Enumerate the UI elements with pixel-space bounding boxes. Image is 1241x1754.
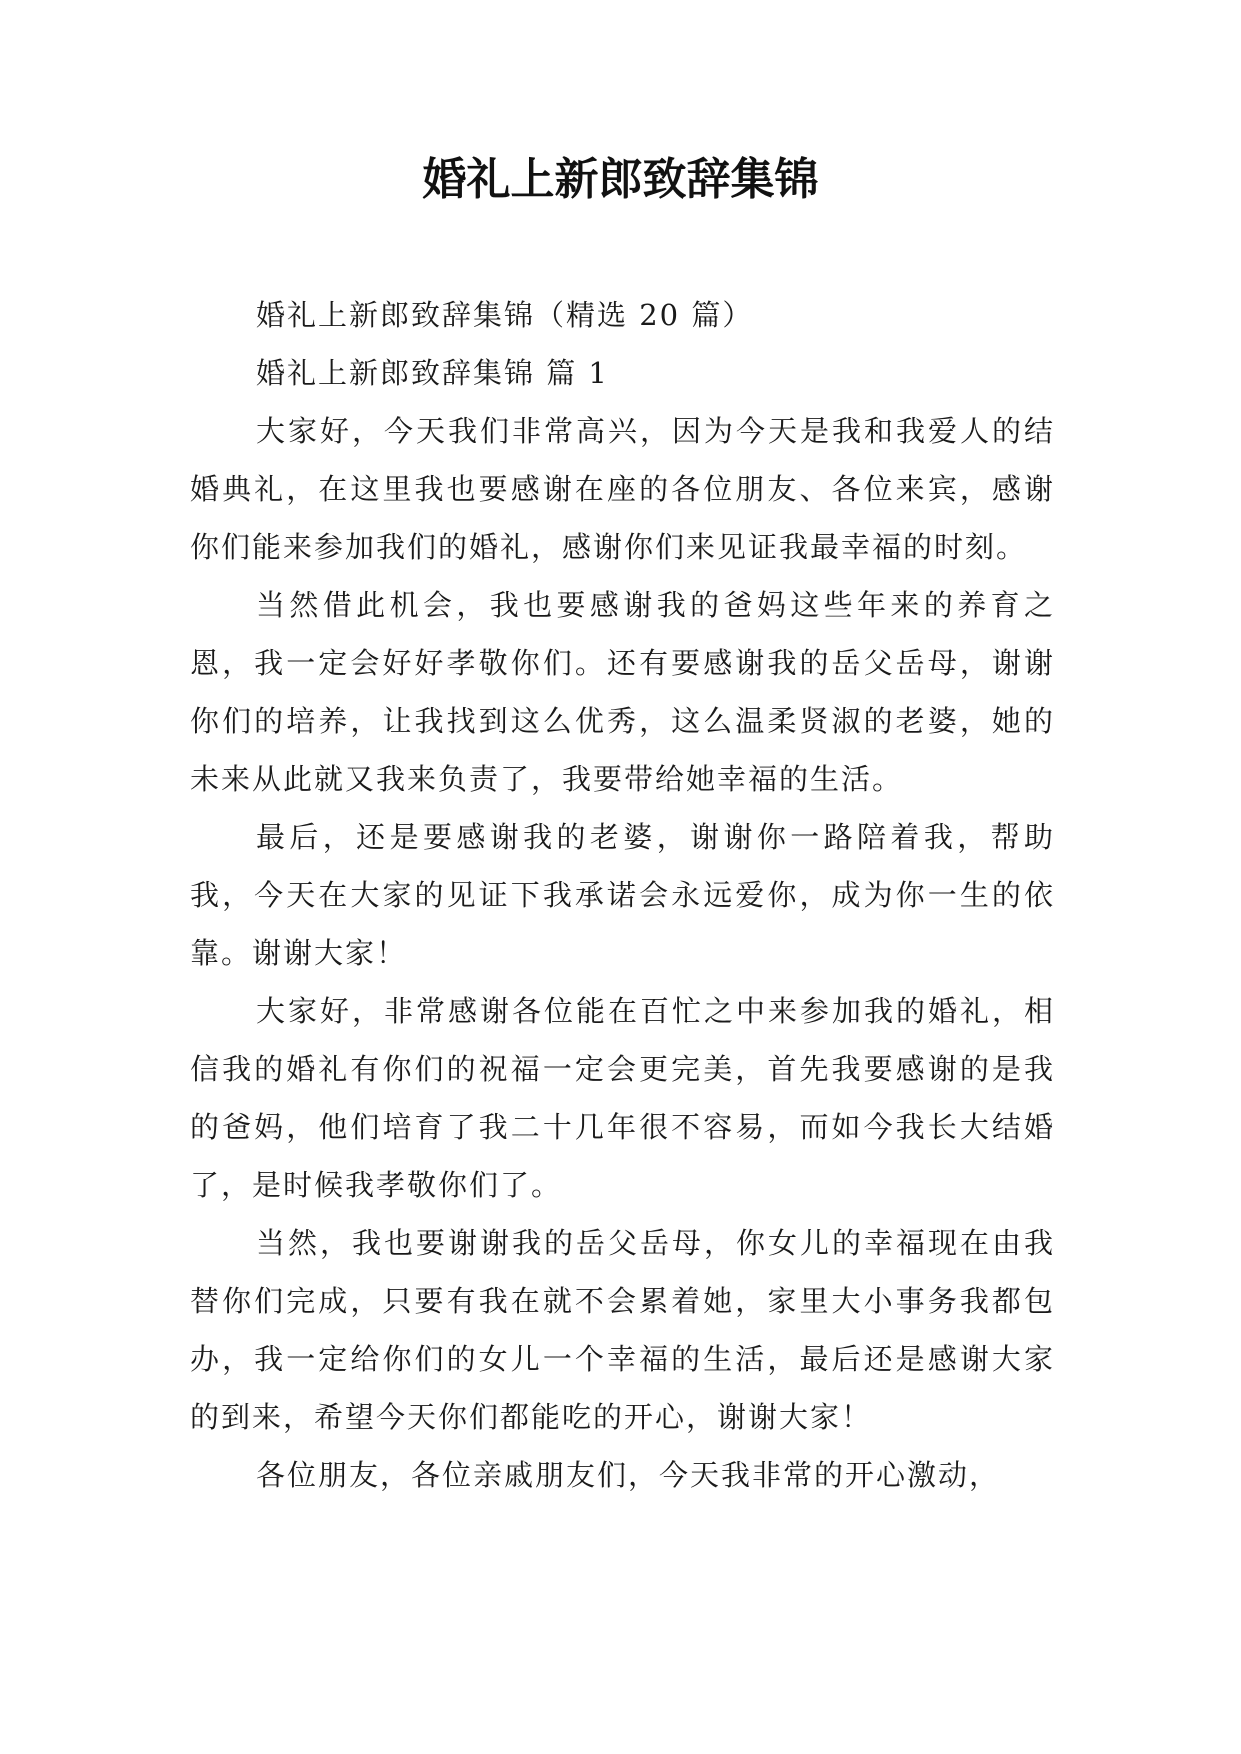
- body-paragraph: 当然借此机会，我也要感谢我的爸妈这些年来的养育之恩，我一定会好好孝敬你们。还有要感谢我的岳父岳母，谢谢你们的培养，让我找到这么优秀，这么温柔贤淑的老婆，她的未来从此就又我来负责了，我要带给她幸福的生活。: [190, 588, 1055, 796]
- body-paragraph: 大家好，非常感谢各位能在百忙之中来参加我的婚礼，相信我的婚礼有你们的祝福一定会更完美，首先我要感谢的是我的爸妈，他们培育了我二十几年很不容易，而如今我长大结婚了，是时候我孝敬你们了。: [190, 994, 1055, 1202]
- body-paragraph: 各位朋友，各位亲戚朋友们，今天我非常的开心激动，: [256, 1458, 1001, 1492]
- body-paragraph: 大家好，今天我们非常高兴，因为今天是我和我爱人的结婚典礼，在这里我也要感谢在座的各位朋友、各位来宾，感谢你们能来参加我们的婚礼，感谢你们来见证我最幸福的时刻。: [190, 414, 1055, 564]
- section-heading: 婚礼上新郎致辞集锦 篇 1: [256, 356, 609, 390]
- body-paragraph: 最后，还是要感谢我的老婆，谢谢你一路陪着我，帮助我，今天在大家的见证下我承诺会永远爱你，成为你一生的依靠。谢谢大家！: [190, 820, 1055, 970]
- body-paragraph: 当然，我也要谢谢我的岳父岳母，你女儿的幸福现在由我替你们完成，只要有我在就不会累着她，家里大小事务我都包办，我一定给你们的女儿一个幸福的生活，最后还是感谢大家的到来，希望今天你们都能吃的开心，谢谢大家！: [190, 1226, 1055, 1434]
- document-title: 婚礼上新郎致辞集锦: [422, 154, 819, 205]
- document-body: [190, 286, 1055, 1504]
- subtitle-paragraph: 婚礼上新郎致辞集锦（精选 20 篇）: [256, 298, 754, 332]
